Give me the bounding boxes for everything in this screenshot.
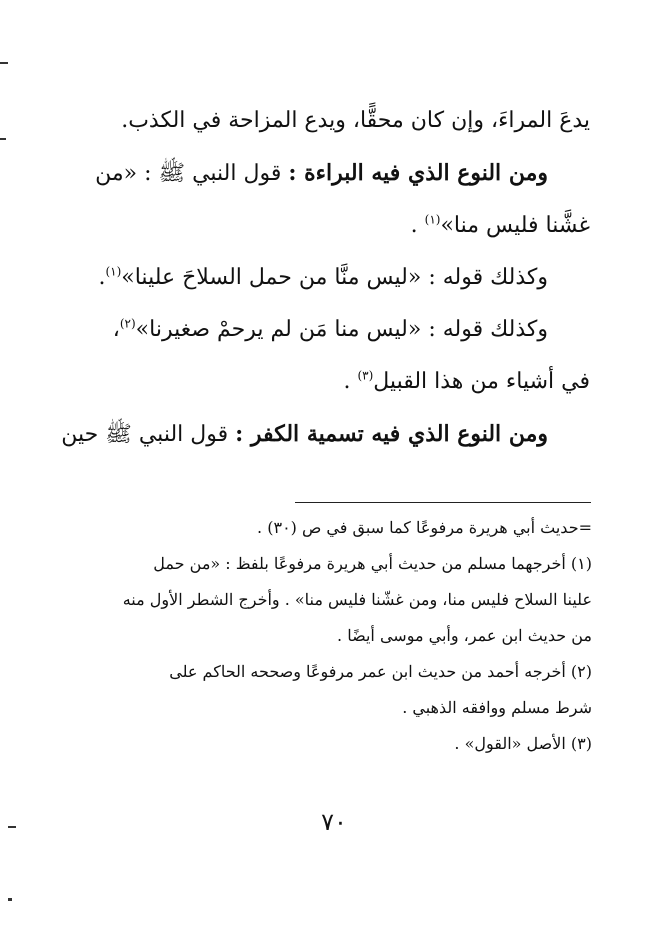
footnote-divider: [295, 502, 591, 503]
scan-mark: [0, 138, 6, 140]
footnote-ref: (١): [105, 264, 122, 279]
footnote-line: (٢) أخرجه أحمد من حديث ابن عمر مرفوعًا وصححه الحاكم على: [169, 662, 592, 681]
text-line: ومن النوع الذي فيه البراءة : قول النبي ﷺ : «من: [95, 160, 548, 186]
footnotes: [40, 510, 592, 762]
footnote-line: من حديث ابن عمر، وأبي موسى أيضًا .: [337, 626, 592, 645]
footnote-line: (٣) الأصل «القول» .: [454, 734, 592, 753]
footnote-line: (١) أخرجهما مسلم من حديث أبي هريرة مرفوعًا بلفظ : «من حمل: [153, 554, 592, 573]
scan-mark: [8, 898, 12, 901]
footnote-ref: (١): [424, 212, 441, 227]
footnote-line: شرط مسلم ووافقه الذهبي .: [402, 698, 592, 717]
footnote-line: =حديث أبي هريرة مرفوعًا كما سبق في ص (٣٠) .: [257, 518, 592, 537]
text-line: يدعَ المراءَ، وإن كان محقًّا، ويدع المزاحة في الكذب.: [121, 108, 590, 133]
text-line: وكذلك قوله : «ليس منَّا من حمل السلاحَ علينا»$^{(١)}$.: [98, 264, 548, 290]
text-line: غشَّنا فليس منا»$^{(١)}$ .: [410, 212, 590, 238]
page-number: ٧٠: [321, 808, 347, 836]
main-text: [40, 95, 590, 461]
text-line: وكذلك قوله : «ليس منا مَن لم يرحمْ صغيرنا»$^{(٢)}$،: [112, 316, 548, 342]
footnote-line: علينا السلاح فليس منا، ومن غشّنا فليس منا» . وأخرج الشطر الأول منه: [122, 590, 592, 609]
scan-mark: [0, 62, 8, 64]
footnote-ref: (٢): [119, 316, 136, 331]
text-line: ومن النوع الذي فيه تسمية الكفر : قول النبي ﷺ حين: [61, 421, 548, 447]
footnote-ref: (٣): [357, 368, 374, 383]
text-line: في أشياء من هذا القبيل$^{(٣)}$ .: [343, 368, 590, 394]
